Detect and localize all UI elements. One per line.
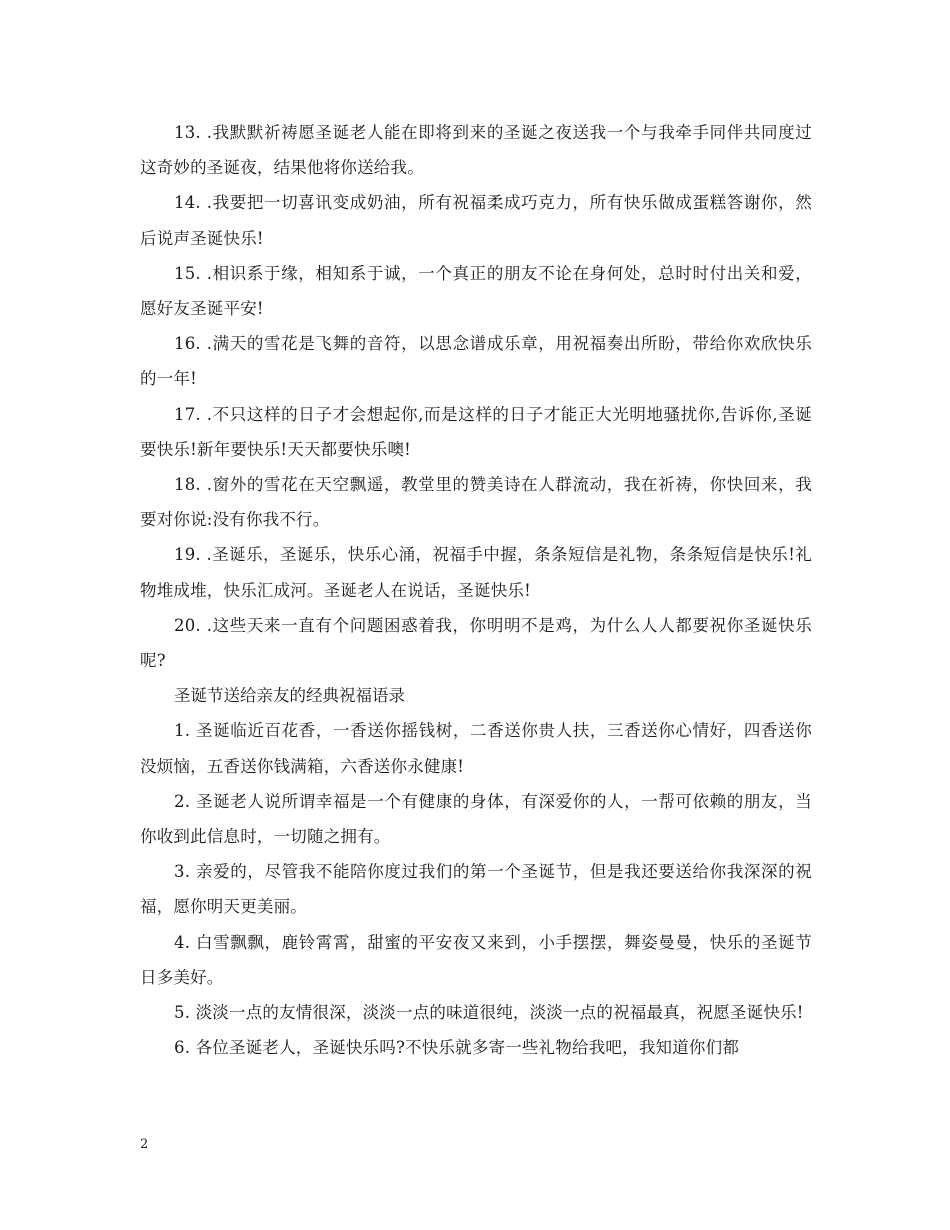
paragraph-19: 19. .圣诞乐，圣诞乐，快乐心涌，祝福手中握，条条短信是礼物，条条短信是快乐!礼物堆成堆，快乐汇成河。圣诞老人在说话，圣诞快乐! bbox=[140, 545, 812, 600]
greeting-3: 3. 亲爱的，尽管我不能陪你度过我们的第一个圣诞节，但是我还要送给你我深深的祝福，愿你明天更美丽。 bbox=[140, 862, 812, 917]
paragraph-15: 15. .相识系于缘，相知系于诚，一个真正的朋友不论在身何处，总时时付出关和爱，愿好友圣诞平安! bbox=[140, 263, 812, 319]
paragraph-17: 17. .不只这样的日子才会想起你,而是这样的日子才能正大光明地骚扰你,告诉你,圣诞要快乐!新年要快乐!天天都要快乐噢! bbox=[140, 404, 812, 459]
greeting-1: 1. 圣诞临近百花香，一香送你摇钱树，二香送你贵人扶，三香送你心情好，四香送你没烦恼，五香送你钱满箱，六香送你永健康! bbox=[140, 721, 812, 776]
paragraph-18: 18. .窗外的雪花在天空飘遥，教堂里的赞美诗在人群流动，我在祈祷，你快回来，我要对你说:没有你我不行。 bbox=[140, 475, 812, 530]
page-number: 2 bbox=[140, 1137, 149, 1152]
page-body bbox=[140, 115, 812, 1065]
greeting-4: 4. 白雪飘飘，鹿铃霄霄，甜蜜的平安夜又来到，小手摆摆，舞姿曼曼，快乐的圣诞节日多美好。 bbox=[140, 932, 812, 987]
paragraph-16: 16. .满天的雪花是飞舞的音符，以思念谱成乐章，用祝福奏出所盼，带给你欢欣快乐的一年! bbox=[140, 334, 812, 389]
section-heading: 圣诞节送给亲友的经典祝福语录 bbox=[174, 686, 405, 706]
paragraph-20: 20. .这些天来一直有个问题困惑着我，你明明不是鸡，为什么人人都要祝你圣诞快乐呢? bbox=[140, 615, 812, 671]
paragraph-14: 14. .我要把一切喜讯变成奶油，所有祝福柔成巧克力，所有快乐做成蛋糕答谢你，然后说声圣诞快乐! bbox=[140, 193, 812, 248]
paragraph-13: 13. .我默默祈祷愿圣诞老人能在即将到来的圣诞之夜送我一个与我牵手同伴共同度过这奇妙的圣诞夜，结果他将你送给我。 bbox=[140, 123, 812, 178]
greeting-6: 6. 各位圣诞老人，圣诞快乐吗?不快乐就多寄一些礼物给我吧，我知道你们都 bbox=[174, 1038, 740, 1058]
greeting-2: 2. 圣诞老人说所谓幸福是一个有健康的身体，有深爱你的人，一帮可依赖的朋友，当你收到此信息时，一切随之拥有。 bbox=[140, 791, 812, 847]
greeting-5: 5. 淡淡一点的友情很深，淡淡一点的味道很纯，淡淡一点的祝福最真，祝愿圣诞快乐! bbox=[174, 1003, 804, 1023]
